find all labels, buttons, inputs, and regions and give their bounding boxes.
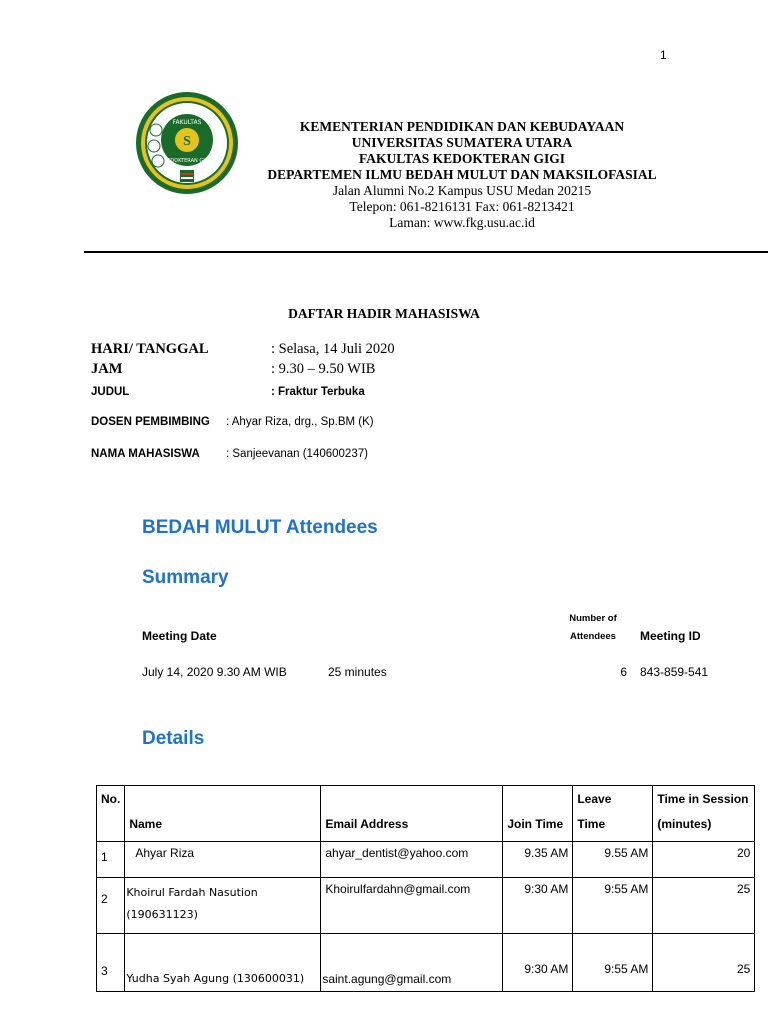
row-no: 2 [97, 878, 125, 934]
header-email: Email Address [321, 786, 503, 842]
table-row [97, 842, 755, 878]
row-join: 9:30 AM [503, 934, 573, 992]
dosen-value: : Ahyar Riza, drg., Sp.BM (K) [226, 416, 374, 428]
meeting-id-value: 843-859-541 [640, 665, 709, 679]
header-join: Join Time [503, 786, 573, 842]
num-attendees-value: 6 [620, 665, 627, 679]
page-number: 1 [660, 48, 667, 62]
ministry-name: KEMENTERIAN PENDIDIKAN DAN KEBUDAYAAN [299, 119, 625, 134]
judul-value: : Fraktur Terbuka [271, 386, 365, 398]
judul-label: JUDUL [91, 386, 130, 398]
nama-label: NAMA MAHASISWA [91, 448, 200, 460]
meeting-id-label: Meeting ID [640, 629, 701, 643]
row-join: 9:30 AM [503, 878, 573, 934]
row-minutes: 25 [653, 878, 755, 934]
row-name: Ahyar Riza [125, 842, 321, 878]
row-leave: 9:55 AM [573, 878, 653, 934]
row-name: Yudha Syah Agung (130600031) [125, 934, 321, 992]
header-session: Time in Session (minutes) [653, 786, 755, 842]
nama-value: : Sanjeevanan (140600237) [226, 448, 368, 460]
row-email: ahyar_dentist@yahoo.com [321, 842, 503, 878]
table-row [97, 878, 755, 934]
logo-text-top: FAKULTAS [172, 119, 202, 126]
header-no: No. [97, 786, 125, 842]
header-name: Name [125, 786, 321, 842]
hari-value: : Selasa, 14 Juli 2020 [271, 341, 395, 357]
row-join: 9.35 AM [503, 842, 573, 878]
row-leave: 9.55 AM [573, 842, 653, 878]
row-leave: 9:55 AM [573, 934, 653, 992]
meeting-date-value: July 14, 2020 9.30 AM WIB [142, 665, 287, 679]
university-name: UNIVERSITAS SUMATERA UTARA [351, 135, 573, 150]
details-heading: Details [142, 728, 205, 749]
header-divider [84, 251, 768, 253]
faculty-name: FAKULTAS KEDOKTERAN GIGI [358, 151, 566, 166]
row-minutes: 25 [653, 934, 755, 992]
header-leave: Leave Time [573, 786, 653, 842]
jam-value: : 9.30 – 9.50 WIB [271, 361, 376, 377]
attendees-heading: BEDAH MULUT Attendees [142, 517, 378, 538]
table-header-row [97, 786, 755, 842]
logo-text-bottom: KEDOKTERAN GIGI [163, 158, 211, 164]
jam-label: JAM [91, 361, 123, 377]
hari-label: HARI/ TANGGAL [91, 341, 209, 357]
table-row [97, 934, 755, 992]
row-email: Khoirulfardahn@gmail.com [321, 878, 503, 934]
department-name: DEPARTEMEN ILMU BEDAH MULUT DAN MAKSILOFASIAL [267, 167, 657, 182]
meeting-date-label: Meeting Date [142, 629, 217, 643]
dosen-label: DOSEN PEMBIMBING [91, 416, 210, 428]
row-no: 1 [97, 842, 125, 878]
phone-fax: Telepon: 061-8216131 Fax: 061-8213421 [349, 199, 575, 214]
letterhead [250, 119, 674, 231]
row-minutes: 20 [653, 842, 755, 878]
document-title: DAFTAR HADIR MAHASISWA [288, 306, 480, 321]
address: Jalan Alumni No.2 Kampus USU Medan 20215 [332, 183, 592, 198]
row-no: 3 [97, 934, 125, 992]
meeting-duration-value: 25 minutes [328, 665, 387, 679]
logo-center-letter: S [183, 134, 191, 149]
attendance-table [96, 785, 755, 992]
website: Laman: www.fkg.usu.ac.id [389, 215, 535, 230]
faculty-logo [134, 90, 240, 196]
num-attendees-label: Number of Attendees [569, 613, 617, 642]
summary-heading: Summary [142, 567, 229, 588]
row-name: Khoirul Fardah Nasution (190631123) [125, 878, 321, 934]
row-email: saint.agung@gmail.com [321, 934, 503, 992]
